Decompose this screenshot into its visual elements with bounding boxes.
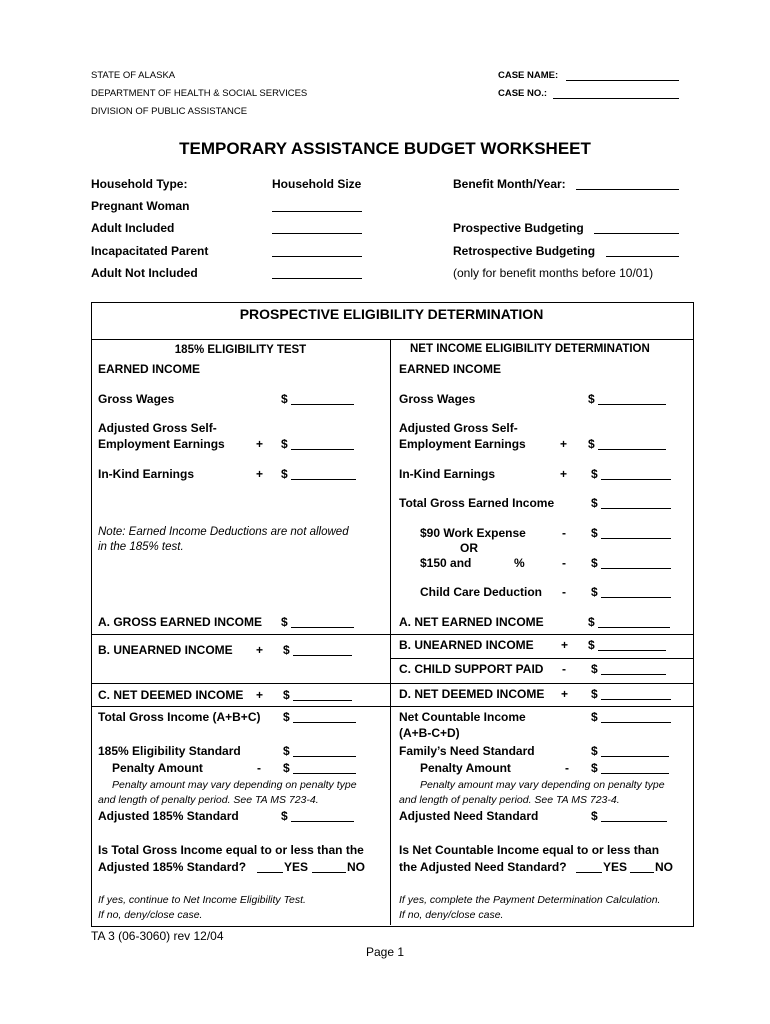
page-number: Page 1 (365, 945, 405, 959)
right-in-kind-field[interactable] (601, 479, 671, 480)
right-gross-wages-field[interactable] (598, 404, 666, 405)
right-in-kind-label: In-Kind Earnings (399, 467, 495, 481)
right-net-countable-formula: (A+B-C+D) (399, 726, 460, 740)
right-percent-label: % (514, 556, 525, 570)
dollar-sign: $ (591, 687, 598, 701)
left-standard-field[interactable] (293, 756, 356, 757)
household-type-adult-not-included: Adult Not Included (91, 266, 198, 280)
left-adjusted-field[interactable] (291, 821, 354, 822)
right-yes-label: YES (603, 860, 628, 874)
left-no-checkbox[interactable] (312, 872, 346, 873)
household-size-label: Household Size (272, 177, 362, 191)
left-penalty-field[interactable] (293, 773, 356, 774)
left-self-emp-field[interactable] (291, 449, 354, 450)
right-if-no: If no, deny/close case. (399, 909, 504, 921)
size-field-adult-included[interactable] (272, 233, 362, 234)
right-yes-checkbox[interactable] (576, 872, 602, 873)
left-penalty-label: Penalty Amount (112, 761, 203, 775)
left-total-field[interactable] (293, 722, 356, 723)
right-row-b-field[interactable] (598, 650, 666, 651)
right-penalty-field[interactable] (601, 773, 669, 774)
divider (390, 706, 693, 707)
division-label: DIVISION OF PUBLIC ASSISTANCE (91, 106, 248, 117)
retrospective-note: (only for benefit months before 10/01) (453, 266, 654, 280)
plus-sign: + (256, 643, 264, 657)
right-row-d-label: D. NET DEEMED INCOME (399, 687, 545, 701)
left-gross-wages-field[interactable] (291, 404, 354, 405)
divider (390, 658, 693, 659)
right-need-standard-label: Family’s Need Standard (399, 744, 535, 758)
right-child-care-label: Child Care Deduction (420, 585, 543, 599)
case-no-field[interactable] (553, 98, 679, 99)
divider (91, 683, 390, 684)
right-total-gross-field[interactable] (601, 508, 671, 509)
dollar-sign: $ (281, 437, 288, 451)
left-row-b-field[interactable] (293, 655, 352, 656)
minus-sign: - (257, 761, 261, 775)
minus-sign: - (562, 526, 566, 540)
left-earned-income-label: EARNED INCOME (98, 362, 201, 376)
left-row-b-label: B. UNEARNED INCOME (98, 643, 233, 657)
case-name-field[interactable] (566, 80, 679, 81)
dollar-sign: $ (591, 496, 598, 510)
size-field-incapacitated[interactable] (272, 256, 362, 257)
left-self-emp-label: Adjusted Gross Self- (98, 421, 217, 435)
page-title: TEMPORARY ASSISTANCE BUDGET WORKSHEET (179, 139, 591, 158)
right-adjusted-label: Adjusted Need Standard (399, 809, 539, 823)
right-row-d-field[interactable] (601, 699, 671, 700)
right-work-expense-field[interactable] (601, 538, 671, 539)
benefit-month-label: Benefit Month/Year: (453, 177, 566, 191)
plus-sign: + (561, 638, 569, 652)
right-row-c-label: C. CHILD SUPPORT PAID (399, 662, 544, 676)
right-self-emp-label: Adjusted Gross Self- (399, 421, 518, 435)
left-standard-label: 185% Eligibility Standard (98, 744, 241, 758)
left-no-label: NO (347, 860, 365, 874)
prospective-field[interactable] (594, 233, 679, 234)
household-type-pregnant: Pregnant Woman (91, 199, 190, 213)
household-type-label: Household Type: (91, 177, 188, 191)
right-penalty-note-1: Penalty amount may vary depending on penalty type (420, 779, 665, 791)
left-yes-label: YES (284, 860, 309, 874)
right-if-yes: If yes, complete the Payment Determination Calculation. (399, 894, 661, 906)
dollar-sign: $ (283, 643, 290, 657)
dollar-sign: $ (591, 467, 598, 481)
plus-sign: + (560, 437, 568, 451)
department-label: DEPARTMENT OF HEALTH & SOCIAL SERVICES (91, 88, 308, 99)
right-heading: NET INCOME ELIGIBILITY DETERMINATION (410, 343, 650, 355)
right-gross-wages-label: Gross Wages (399, 392, 476, 406)
case-name-label: CASE NAME: (498, 70, 559, 81)
left-penalty-note-1: Penalty amount may vary depending on penalty type (112, 779, 357, 791)
dollar-sign: $ (588, 392, 595, 406)
benefit-month-field[interactable] (576, 189, 679, 190)
dollar-sign: $ (281, 392, 288, 406)
dollar-sign: $ (591, 662, 598, 676)
household-type-incapacitated: Incapacitated Parent (91, 244, 209, 258)
dollar-sign: $ (591, 585, 598, 599)
size-field-pregnant[interactable] (272, 211, 362, 212)
dollar-sign: $ (591, 809, 598, 823)
dollar-sign: $ (591, 761, 598, 775)
right-child-care-field[interactable] (601, 597, 671, 598)
divider (390, 634, 693, 635)
right-total-gross-label: Total Gross Earned Income (399, 496, 555, 510)
left-row-a-field[interactable] (291, 627, 354, 628)
divider (91, 706, 390, 707)
left-yes-checkbox[interactable] (257, 872, 283, 873)
right-or-label: OR (460, 541, 478, 555)
left-total-label: Total Gross Income (A+B+C) (98, 710, 261, 724)
left-in-kind-label: In-Kind Earnings (98, 467, 194, 481)
left-adjusted-label: Adjusted 185% Standard (98, 809, 239, 823)
right-net-countable-field[interactable] (601, 722, 671, 723)
left-question-line-2: Adjusted 185% Standard? (98, 860, 247, 874)
plus-sign: + (256, 437, 264, 451)
left-if-no: If no, deny/close case. (98, 909, 203, 921)
dollar-sign: $ (283, 744, 290, 758)
right-adjusted-field[interactable] (601, 821, 667, 822)
left-row-a-label: A. GROSS EARNED INCOME (98, 615, 263, 629)
state-label: STATE OF ALASKA (91, 70, 176, 81)
household-type-adult-included: Adult Included (91, 221, 175, 235)
divider (91, 634, 390, 635)
form-id: TA 3 (06-3060) rev 12/04 (91, 929, 224, 943)
plus-sign: + (256, 467, 264, 481)
left-heading: 185% ELIGIBILITY TEST (174, 344, 307, 356)
plus-sign: + (256, 688, 264, 702)
left-if-yes: If yes, continue to Net Income Eligibility Test. (98, 894, 306, 906)
left-row-c-label: C. NET DEEMED INCOME (98, 688, 244, 702)
right-earned-income-label: EARNED INCOME (399, 362, 502, 376)
dollar-sign: $ (588, 638, 595, 652)
dollar-sign: $ (588, 437, 595, 451)
left-note-line-1: Note: Earned Income Deductions are not allowed (98, 526, 349, 538)
right-net-countable-label: Net Countable Income (399, 710, 526, 724)
dollar-sign: $ (283, 761, 290, 775)
size-field-adult-not-included[interactable] (272, 278, 362, 279)
column-divider (390, 339, 391, 925)
divider (91, 339, 693, 340)
plus-sign: + (561, 687, 569, 701)
right-question-line-1: Is Net Countable Income equal to or less than (399, 843, 660, 857)
right-150-field[interactable] (601, 568, 671, 569)
section-title: PROSPECTIVE ELIGIBILITY DETERMINATION (239, 306, 544, 322)
plus-sign: + (560, 467, 568, 481)
dollar-sign: $ (283, 688, 290, 702)
right-work-expense-label: $90 Work Expense (420, 526, 526, 540)
dollar-sign: $ (591, 556, 598, 570)
dollar-sign: $ (591, 710, 598, 724)
divider (390, 683, 693, 684)
dollar-sign: $ (591, 744, 598, 758)
right-no-checkbox[interactable] (630, 872, 654, 873)
right-penalty-label: Penalty Amount (420, 761, 511, 775)
right-no-label: NO (655, 860, 673, 874)
right-penalty-note-2: and length of penalty period. See TA MS 723-4. (399, 794, 620, 806)
retrospective-label: Retrospective Budgeting (453, 244, 596, 258)
left-question-line-1: Is Total Gross Income equal to or less than the (98, 843, 364, 857)
minus-sign: - (562, 662, 566, 676)
case-no-label: CASE NO.: (498, 88, 548, 99)
right-row-b-label: B. UNEARNED INCOME (399, 638, 534, 652)
left-penalty-note-2: and length of penalty period. See TA MS 723-4. (98, 794, 319, 806)
right-row-a-label: A. NET EARNED INCOME (399, 615, 544, 629)
dollar-sign: $ (281, 615, 288, 629)
minus-sign: - (565, 761, 569, 775)
right-question-line-2: the Adjusted Need Standard? (399, 860, 567, 874)
left-gross-wages-label: Gross Wages (98, 392, 175, 406)
right-need-standard-field[interactable] (601, 756, 669, 757)
left-row-c-field[interactable] (293, 700, 352, 701)
minus-sign: - (562, 585, 566, 599)
left-self-emp-label-2: Employment Earnings (98, 437, 225, 451)
prospective-label: Prospective Budgeting (453, 221, 584, 235)
right-row-a-field[interactable] (598, 627, 670, 628)
dollar-sign: $ (281, 809, 288, 823)
dollar-sign: $ (591, 526, 598, 540)
minus-sign: - (562, 556, 566, 570)
left-in-kind-field[interactable] (291, 479, 356, 480)
right-self-emp-label-2: Employment Earnings (399, 437, 526, 451)
left-note-line-2: in the 185% test. (98, 541, 184, 553)
right-row-c-field[interactable] (601, 674, 666, 675)
dollar-sign: $ (283, 710, 290, 724)
dollar-sign: $ (281, 467, 288, 481)
right-self-emp-field[interactable] (598, 449, 666, 450)
right-150-label: $150 and (420, 556, 472, 570)
retrospective-field[interactable] (606, 256, 679, 257)
dollar-sign: $ (588, 615, 595, 629)
